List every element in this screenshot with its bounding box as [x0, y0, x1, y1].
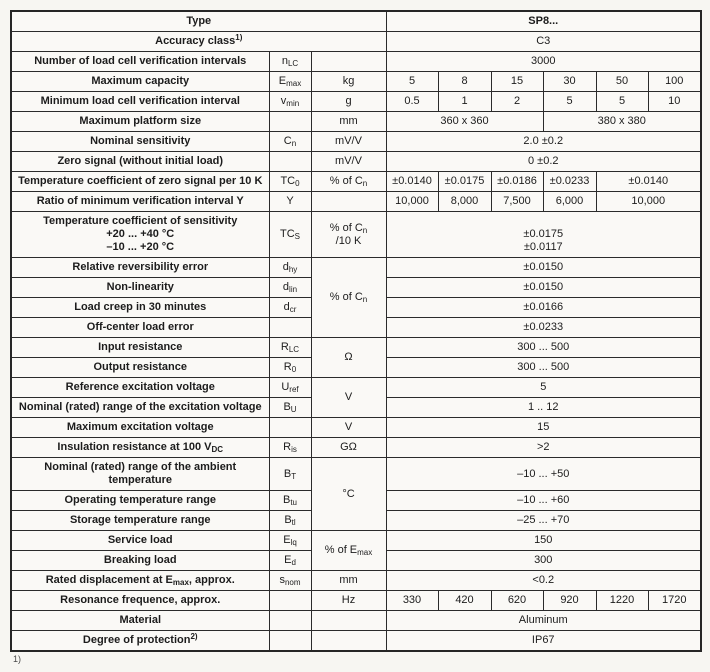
table-row-insulation-resistance [11, 438, 701, 458]
service-load-value-0: 150 [386, 531, 701, 551]
rated-displacement-label: Rated displacement at $E_{max}$, approx. [11, 571, 269, 591]
material-unit [311, 611, 386, 631]
table-row-type [11, 11, 701, 32]
spec-table [10, 10, 702, 652]
maximum-capacity-value-4: 50 [596, 72, 648, 92]
table-row-zero-signal [11, 152, 701, 172]
tc-sensitivity-label: Temperature coefficient of sensitivity +20 ... +40 °C –10 ... +20 °C [11, 212, 269, 258]
table-row-accuracy-class [11, 32, 701, 52]
tc-sensitivity-value-0: ±0.0175 ±0.0117 [386, 212, 701, 258]
service-load-label: Service load [11, 531, 269, 551]
ratio-minimum-verification-interval-unit [311, 192, 386, 212]
maximum-platform-size-unit: mm [311, 112, 386, 132]
table-row-minimum-verification-interval [11, 92, 701, 112]
maximum-capacity-value-5: 100 [648, 72, 701, 92]
minimum-verification-interval-value-1: 1 [438, 92, 491, 112]
relative-reversibility-error-label: Relative reversibility error [11, 258, 269, 278]
maximum-platform-size-value-1: 380 x 380 [543, 112, 701, 132]
num-verification-intervals-value-0: 3000 [386, 52, 701, 72]
material-label: Material [11, 611, 269, 631]
operating-temperature-range-label: Operating temperature range [11, 491, 269, 511]
storage-temperature-range-symbol: $B_{tl}$ [269, 511, 311, 531]
off-center-load-error-symbol [269, 318, 311, 338]
table-row-ratio-minimum-verification-interval [11, 192, 701, 212]
ambient-temperature-range-unit: °C [311, 458, 386, 531]
off-center-load-error-value-0: ±0.0233 [386, 318, 701, 338]
maximum-platform-size-value-0: 360 x 360 [386, 112, 543, 132]
ratio-minimum-verification-interval-value-0: 10,000 [386, 192, 438, 212]
accuracy-class-value-0: C3 [386, 32, 701, 52]
tc-zero-signal-symbol: $TC_0$ [269, 172, 311, 192]
num-verification-intervals-symbol: $n_{LC}$ [269, 52, 311, 72]
minimum-verification-interval-value-5: 10 [648, 92, 701, 112]
tc-sensitivity-unit: % of $C_n$ /10 K [311, 212, 386, 258]
degree-of-protection-value-0: IP67 [386, 631, 701, 652]
minimum-verification-interval-symbol: $v_{min}$ [269, 92, 311, 112]
resonance-frequence-value-4: 1220 [596, 591, 648, 611]
table-row-degree-of-protection [11, 631, 701, 652]
reference-excitation-voltage-symbol: $U_{ref}$ [269, 378, 311, 398]
resonance-frequence-unit: Hz [311, 591, 386, 611]
material-value-0: Aluminum [386, 611, 701, 631]
nominal-sensitivity-value-0: 2.0 ±0.2 [386, 132, 701, 152]
excitation-voltage-range-symbol: $B_U$ [269, 398, 311, 418]
ratio-minimum-verification-interval-value-3: 6,000 [543, 192, 596, 212]
resonance-frequence-value-1: 420 [438, 591, 491, 611]
rated-displacement-unit: mm [311, 571, 386, 591]
num-verification-intervals-unit [311, 52, 386, 72]
table-row-rated-displacement [11, 571, 701, 591]
maximum-platform-size-label: Maximum platform size [11, 112, 269, 132]
degree-of-protection-symbol [269, 631, 311, 652]
table-row-input-resistance [11, 338, 701, 358]
spec-table-body [11, 11, 701, 651]
ratio-minimum-verification-interval-value-1: 8,000 [438, 192, 491, 212]
breaking-load-symbol: $E_d$ [269, 551, 311, 571]
num-verification-intervals-label: Number of load cell verification intervals [11, 52, 269, 72]
reference-excitation-voltage-value-0: 5 [386, 378, 701, 398]
maximum-capacity-symbol: $E_{max}$ [269, 72, 311, 92]
minimum-verification-interval-label: Minimum load cell verification interval [11, 92, 269, 112]
resonance-frequence-label: Resonance frequence, approx. [11, 591, 269, 611]
tc-zero-signal-label: Temperature coefficient of zero signal per 10 K [11, 172, 269, 192]
ratio-minimum-verification-interval-symbol: Y [269, 192, 311, 212]
reference-excitation-voltage-label: Reference excitation voltage [11, 378, 269, 398]
tc-zero-signal-value-2: ±0.0186 [491, 172, 543, 192]
operating-temperature-range-value-0: –10 ... +60 [386, 491, 701, 511]
input-resistance-unit: Ω [311, 338, 386, 378]
table-row-resonance-frequence [11, 591, 701, 611]
resonance-frequence-value-5: 1720 [648, 591, 701, 611]
load-creep-label: Load creep in 30 minutes [11, 298, 269, 318]
footnote-marker: 1) [13, 654, 22, 664]
maximum-capacity-value-3: 30 [543, 72, 596, 92]
insulation-resistance-value-0: >2 [386, 438, 701, 458]
breaking-load-value-0: 300 [386, 551, 701, 571]
minimum-verification-interval-unit: g [311, 92, 386, 112]
minimum-verification-interval-value-3: 5 [543, 92, 596, 112]
resonance-frequence-value-2: 620 [491, 591, 543, 611]
nominal-sensitivity-unit: mV/V [311, 132, 386, 152]
minimum-verification-interval-value-0: 0.5 [386, 92, 438, 112]
output-resistance-value-0: 300 ... 500 [386, 358, 701, 378]
zero-signal-value-0: 0 ±0.2 [386, 152, 701, 172]
ambient-temperature-range-label: Nominal (rated) range of the ambient temperature [11, 458, 269, 491]
nominal-sensitivity-symbol: $C_n$ [269, 132, 311, 152]
ratio-minimum-verification-interval-label: Ratio of minimum verification interval Y [11, 192, 269, 212]
maximum-excitation-voltage-label: Maximum excitation voltage [11, 418, 269, 438]
output-resistance-label: Output resistance [11, 358, 269, 378]
input-resistance-symbol: $R_{LC}$ [269, 338, 311, 358]
insulation-resistance-symbol: $R_{is}$ [269, 438, 311, 458]
degree-of-protection-unit [311, 631, 386, 652]
non-linearity-value-0: ±0.0150 [386, 278, 701, 298]
zero-signal-label: Zero signal (without initial load) [11, 152, 269, 172]
operating-temperature-range-symbol: $B_{tu}$ [269, 491, 311, 511]
maximum-capacity-value-1: 8 [438, 72, 491, 92]
tc-zero-signal-value-3: ±0.0233 [543, 172, 596, 192]
ambient-temperature-range-symbol: $B_T$ [269, 458, 311, 491]
table-row-reference-excitation-voltage [11, 378, 701, 398]
maximum-excitation-voltage-value-0: 15 [386, 418, 701, 438]
ambient-temperature-range-value-0: –10 ... +50 [386, 458, 701, 491]
rated-displacement-value-0: <0.2 [386, 571, 701, 591]
maximum-capacity-value-2: 15 [491, 72, 543, 92]
tc-zero-signal-value-0: ±0.0140 [386, 172, 438, 192]
maximum-excitation-voltage-symbol [269, 418, 311, 438]
relative-reversibility-error-unit: % of $C_n$ [311, 258, 386, 338]
load-creep-symbol: $d_{cr}$ [269, 298, 311, 318]
service-load-symbol: $E_{lq}$ [269, 531, 311, 551]
zero-signal-symbol [269, 152, 311, 172]
nominal-sensitivity-label: Nominal sensitivity [11, 132, 269, 152]
table-row-service-load [11, 531, 701, 551]
maximum-capacity-value-0: 5 [386, 72, 438, 92]
excitation-voltage-range-label: Nominal (rated) range of the excitation voltage [11, 398, 269, 418]
storage-temperature-range-label: Storage temperature range [11, 511, 269, 531]
table-row-tc-zero-signal [11, 172, 701, 192]
table-row-ambient-temperature-range [11, 458, 701, 491]
resonance-frequence-value-0: 330 [386, 591, 438, 611]
table-row-material [11, 611, 701, 631]
type-label: Type [11, 11, 386, 32]
resonance-frequence-value-3: 920 [543, 591, 596, 611]
resonance-frequence-symbol [269, 591, 311, 611]
material-symbol [269, 611, 311, 631]
input-resistance-value-0: 300 ... 500 [386, 338, 701, 358]
degree-of-protection-label: Degree of protection$^{2)}$ [11, 631, 269, 652]
accuracy-class-label: Accuracy class$^{1)}$ [11, 32, 386, 52]
table-row-nominal-sensitivity [11, 132, 701, 152]
tc-zero-signal-value-4: ±0.0140 [596, 172, 701, 192]
breaking-load-label: Breaking load [11, 551, 269, 571]
table-row-maximum-platform-size [11, 112, 701, 132]
load-creep-value-0: ±0.0166 [386, 298, 701, 318]
maximum-excitation-voltage-unit: V [311, 418, 386, 438]
zero-signal-unit: mV/V [311, 152, 386, 172]
table-row-maximum-capacity [11, 72, 701, 92]
table-row-maximum-excitation-voltage [11, 418, 701, 438]
ratio-minimum-verification-interval-value-2: 7,500 [491, 192, 543, 212]
table-row-relative-reversibility-error [11, 258, 701, 278]
tc-sensitivity-symbol: $TC_S$ [269, 212, 311, 258]
relative-reversibility-error-symbol: $d_{hy}$ [269, 258, 311, 278]
table-row-num-verification-intervals [11, 52, 701, 72]
type-value-0: SP8... [386, 11, 701, 32]
input-resistance-label: Input resistance [11, 338, 269, 358]
relative-reversibility-error-value-0: ±0.0150 [386, 258, 701, 278]
insulation-resistance-unit: GΩ [311, 438, 386, 458]
table-row-tc-sensitivity [11, 212, 701, 258]
service-load-unit: % of $E_{max}$ [311, 531, 386, 571]
off-center-load-error-label: Off-center load error [11, 318, 269, 338]
non-linearity-label: Non-linearity [11, 278, 269, 298]
maximum-platform-size-symbol [269, 112, 311, 132]
tc-zero-signal-unit: % of $C_n$ [311, 172, 386, 192]
maximum-capacity-label: Maximum capacity [11, 72, 269, 92]
storage-temperature-range-value-0: –25 ... +70 [386, 511, 701, 531]
output-resistance-symbol: $R_0$ [269, 358, 311, 378]
excitation-voltage-range-value-0: 1 .. 12 [386, 398, 701, 418]
non-linearity-symbol: $d_{lin}$ [269, 278, 311, 298]
tc-zero-signal-value-1: ±0.0175 [438, 172, 491, 192]
minimum-verification-interval-value-4: 5 [596, 92, 648, 112]
ratio-minimum-verification-interval-value-4: 10,000 [596, 192, 701, 212]
rated-displacement-symbol: $s_{nom}$ [269, 571, 311, 591]
reference-excitation-voltage-unit: V [311, 378, 386, 418]
insulation-resistance-label: Insulation resistance at 100 $V_{DC}$ [11, 438, 269, 458]
minimum-verification-interval-value-2: 2 [491, 92, 543, 112]
maximum-capacity-unit: kg [311, 72, 386, 92]
